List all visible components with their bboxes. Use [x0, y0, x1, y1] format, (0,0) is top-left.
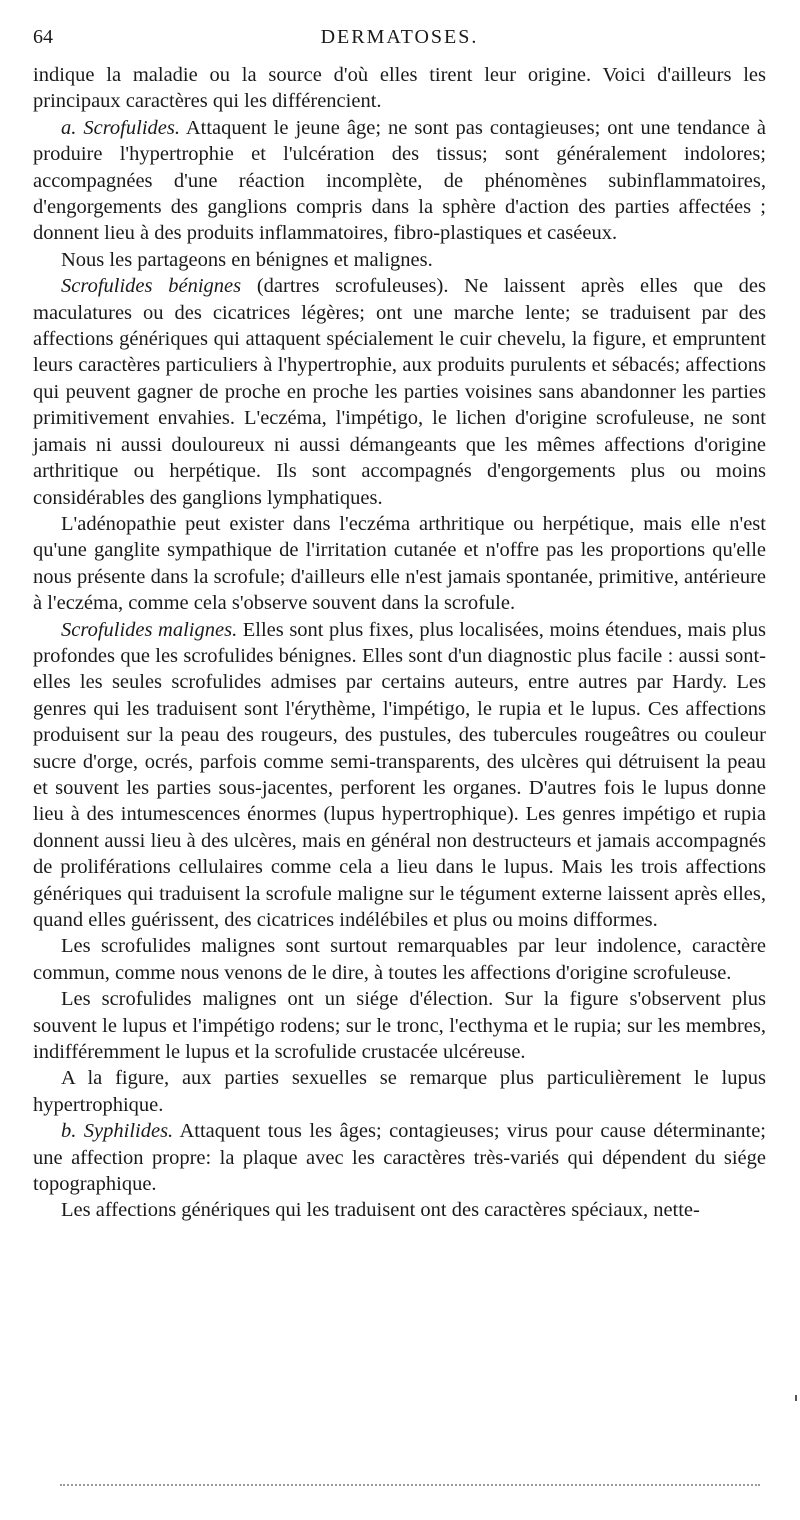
- paragraph-lupus-hypertrophique: [33, 1065, 766, 1118]
- paragraph-scrofulides-malignes: [33, 617, 766, 934]
- body-text: [33, 62, 766, 1224]
- running-title: DERMATOSES.: [320, 26, 479, 48]
- paragraph-division: [33, 247, 766, 273]
- paragraph-indolence: [33, 933, 766, 986]
- paragraph-text: Nous les partageons en bénignes et malignes.: [61, 248, 433, 271]
- running-head: [33, 26, 766, 56]
- paragraph-affections-generiques: [33, 1197, 766, 1223]
- paragraph-text: indique la maladie ou la source d'où elles tirent leur origine. Voici d'ailleurs les principaux caractères qui les différencient.: [33, 64, 766, 113]
- paragraph-text: Les scrofulides malignes sont surtout remarquables par leur indolence, caractère commun, comme nous venons de le dire, à toutes les affections d'origine scrofuleuse.: [33, 935, 766, 984]
- paragraph-text: Attaquent le jeune âge; ne sont pas contagieuses; ont une tendance à produire l'hypertrophie et l'ulcération des tissus; sont généralement indolores; accompagnées d'une réaction incomplète, de phénomènes subinflammatoires, d'engorgements des ganglions compris dans la sphère d'action des parties affectées ; donnent lieu à des produits inflammatoires, fibro-plastiques et caséeux.: [33, 116, 767, 245]
- paragraph-text: A la figure, aux parties sexuelles se remarque plus particulièrement le lupus hypertrophique.: [33, 1067, 766, 1116]
- paragraph-adenopathie: [33, 511, 766, 617]
- paragraph-siege-election: [33, 986, 766, 1065]
- paragraph-syphilides: [33, 1118, 766, 1197]
- paragraph-text: L'adénopathie peut exister dans l'eczéma arthritique ou herpétique, mais elle n'est qu'une ganglite sympathique de l'irritation cutanée et n'offre pas les proportions qu'elle nous présente dans la scrofule; d'ailleurs elle n'est jamais spontanée, primitive, antérieure à l'eczéma, comme cela s'observe souvent dans la scrofule.: [33, 512, 766, 615]
- section-heading-scrofulides-malignes: Scrofulides malignes.: [61, 618, 238, 641]
- paragraph-text: Les scrofulides malignes ont un siége d'élection. Sur la figure s'observent plus souvent le lupus et l'impétigo rodens; sur le tronc, l'ecthyma et le rupia; sur les membres, indifféremment le lupus et la scrofulide crustacée ulcéreuse.: [33, 988, 766, 1064]
- section-heading-scrofulides: a. Scrofulides.: [61, 116, 180, 139]
- paragraph-text: Elles sont plus fixes, plus localisées, moins étendues, mais plus profondes que les scrofulides bénignes. Elles sont d'un diagnostic plus facile : aussi sont-elles les seules scrofulides admises par certains auteurs, entre autres par Hardy. Les genres qui les traduisent sont l'érythème, l'impétigo, le rupia et le lupus. Ces affections produisent sur la peau des rougeurs, des pustules, des tubercules rougeâtres ou couleur sucre d'orge, ocrés, parfois comme semi-transparents, des ulcères qui détruisent la peau et souvent les parties sous-jacentes, perforent les organes. D'autres fois le lupus donne lieu à des intumescences énormes (lupus hypertrophique). Les genres impétigo et rupia donnent aussi lieu à des ulcères, mais en général non destructeurs et jamais accompagnés de proliférations cellulaires comme cela a lieu dans le lupus. Mais les trois affections génériques qui traduisent la scrofule maligne sur le tégument externe laissent après elles, quand elles guérissent, des cicatrices indélébiles et plus ou moins difformes.: [33, 618, 766, 931]
- paragraph-scrofulides: [33, 115, 766, 247]
- section-heading-syphilides: b. Syphilides.: [61, 1120, 174, 1143]
- paragraph-scrofulides-benignes: [33, 273, 766, 511]
- margin-mark: [795, 1395, 797, 1401]
- paragraph-continuation: [33, 62, 766, 115]
- page-number: 64: [33, 26, 53, 48]
- paragraph-text: Attaquent tous les âges; contagieuses; virus pour cause déterminante; une affection propre: la plaque avec les caractères très-variés qui dépendent du siége topographique.: [33, 1120, 766, 1196]
- footer-rule: [60, 1484, 760, 1486]
- paragraph-text: Les affections génériques qui les traduisent ont des caractères spéciaux, nette-: [61, 1199, 700, 1222]
- paragraph-text: (dartres scrofuleuses). Ne laissent après elles que des maculatures ou des cicatrices légères; ont une marche lente; se traduisent par des affections génériques qui attaquent spécialement le cuir chevelu, la figure, et empruntent leurs caractères particuliers à l'hypertrophie, aux produits purulents et sébacés; affections qui peuvent gagner de proche en proche les parties voisines sans abandonner les parties primitivement envahies. L'eczéma, l'impétigo, le lichen d'origine scrofuleuse, ne sont jamais ni aussi douloureux ni aussi démangeants que les mêmes affections d'origine arthritique ou herpétique. Ils sont accompagnés d'engorgements plus ou moins considérables des ganglions lymphatiques.: [33, 275, 766, 509]
- section-heading-scrofulides-benignes: Scrofulides bénignes: [61, 275, 242, 298]
